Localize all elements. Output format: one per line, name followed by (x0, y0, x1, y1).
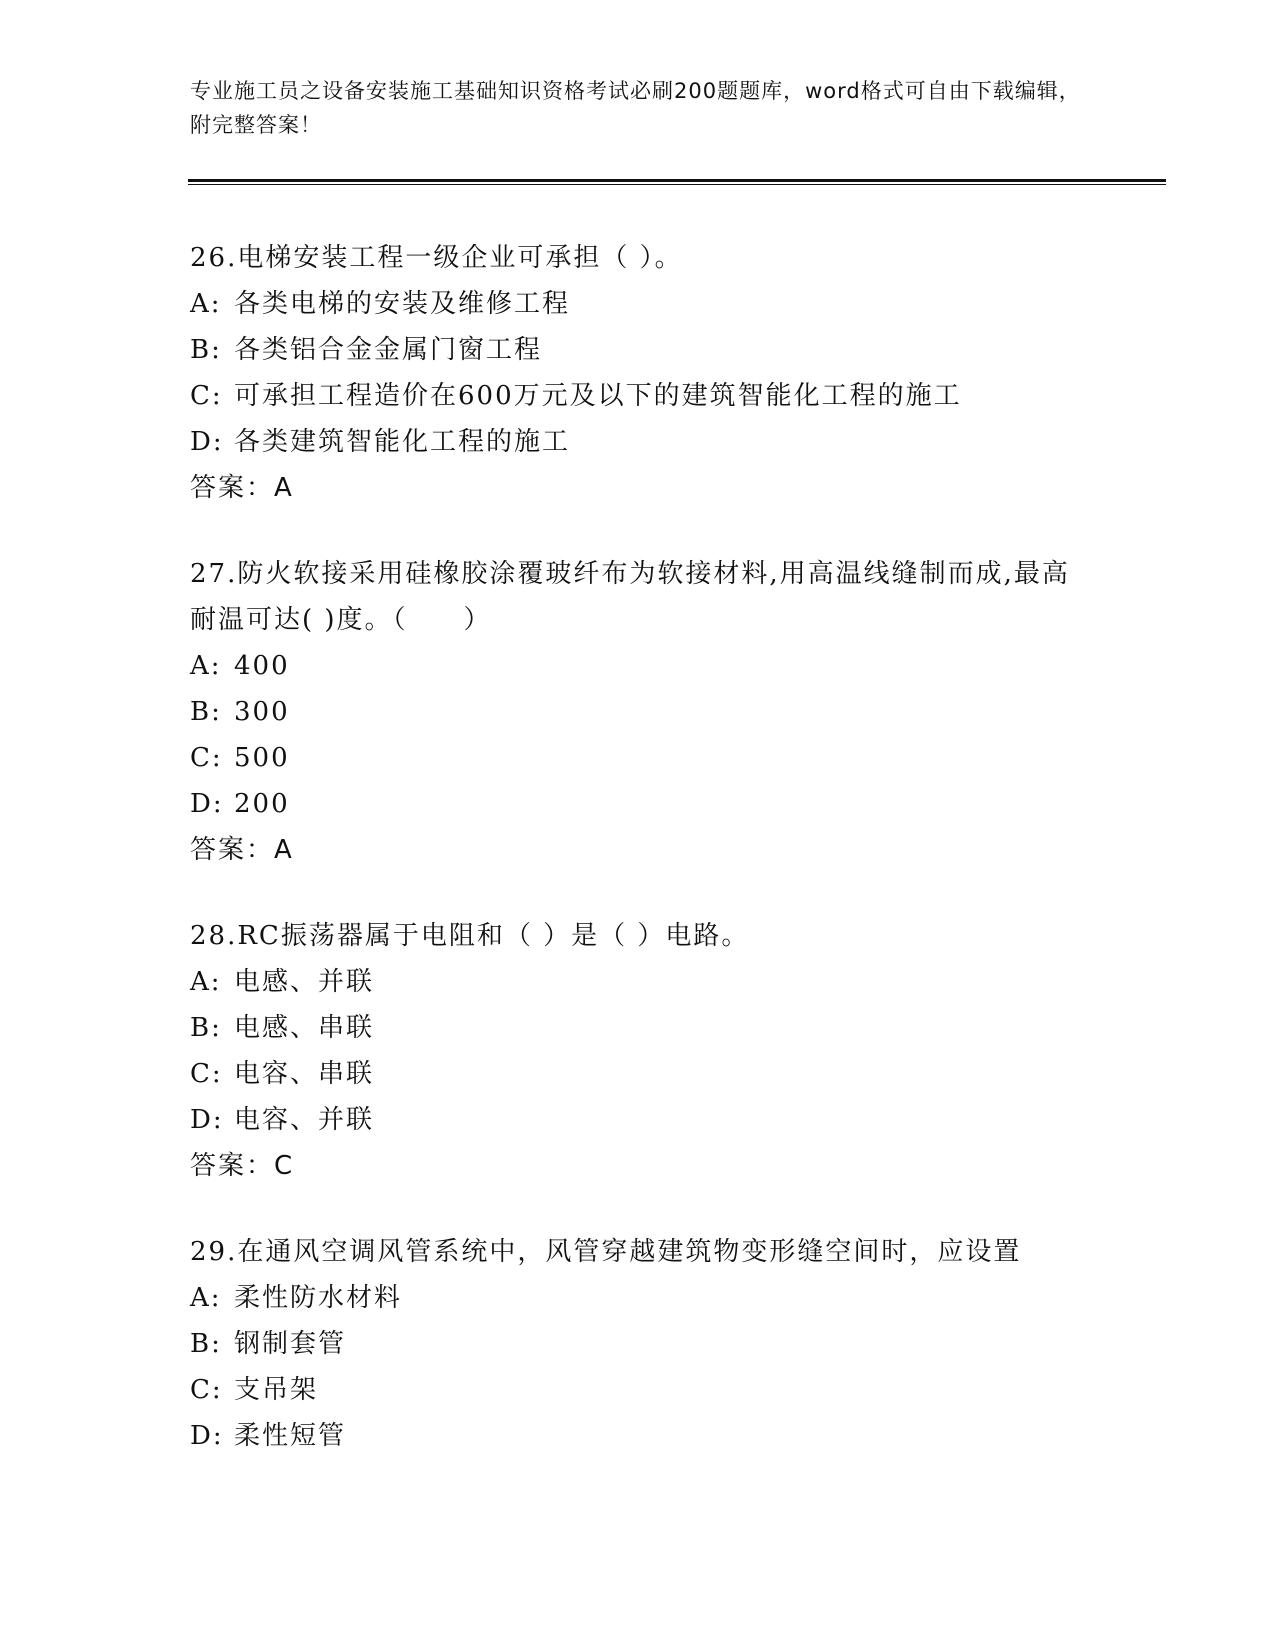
option-text: 200 (234, 789, 290, 819)
option-c (190, 1367, 1090, 1413)
option-text: 电容、并联 (234, 1105, 375, 1135)
option-letter: A: (190, 1283, 222, 1313)
option-letter: A: (190, 289, 222, 319)
option-text: 500 (234, 743, 290, 773)
option-text: 柔性防水材料 (234, 1283, 403, 1313)
question-stem: 27.防火软接采用硅橡胶涂覆玻纤布为软接材料,用高温线缝制而成,最高耐温可达( )度。（ ） (190, 559, 1070, 635)
option-letter: D: (190, 427, 224, 457)
option-text: 电容、串联 (234, 1059, 375, 1089)
answer-line: 答案：A (190, 473, 294, 503)
option-text: 支吊架 (234, 1375, 319, 1405)
option-text: 400 (234, 651, 290, 681)
option-b (190, 1321, 1090, 1367)
option-text: 各类建筑智能化工程的施工 (234, 427, 571, 457)
option-a (190, 643, 1090, 689)
answer-line: 答案：A (190, 835, 294, 865)
option-text: 各类电梯的安装及维修工程 (234, 289, 571, 319)
option-a (190, 1275, 1090, 1321)
option-c (190, 735, 1090, 781)
option-d (190, 781, 1090, 827)
option-b (190, 1005, 1090, 1051)
question-list (190, 235, 1090, 1499)
option-c (190, 373, 1090, 419)
option-d (190, 1413, 1090, 1459)
question-27 (190, 551, 1090, 873)
question-stem: 29.在通风空调风管系统中，风管穿越建筑物变形缝空间时，应设置 (190, 1237, 1022, 1267)
option-letter: A: (190, 967, 222, 997)
option-b (190, 327, 1090, 373)
option-a (190, 959, 1090, 1005)
option-letter: C: (190, 743, 223, 773)
option-d (190, 419, 1090, 465)
option-b (190, 689, 1090, 735)
option-letter: C: (190, 381, 223, 411)
option-text: 电感、串联 (234, 1013, 375, 1043)
document-header: 专业施工员之设备安装施工基础知识资格考试必刷200题题库，word格式可自由下载编辑，附完整答案！ (190, 79, 1081, 137)
option-text: 可承担工程造价在600万元及以下的建筑智能化工程的施工 (234, 381, 962, 411)
option-letter: B: (190, 697, 222, 727)
question-stem: 28.RC振荡器属于电阻和（ ）是（ ）电路。 (190, 921, 750, 951)
option-letter: D: (190, 1421, 224, 1451)
option-text: 柔性短管 (234, 1421, 347, 1451)
option-letter: B: (190, 1013, 222, 1043)
option-text: 300 (234, 697, 290, 727)
option-letter: B: (190, 335, 222, 365)
option-letter: D: (190, 1105, 224, 1135)
question-29 (190, 1229, 1090, 1459)
option-a (190, 281, 1090, 327)
option-text: 电感、并联 (234, 967, 375, 997)
question-26 (190, 235, 1090, 511)
option-d (190, 1097, 1090, 1143)
header-rule-thin (188, 184, 1166, 185)
option-letter: D: (190, 789, 224, 819)
question-stem: 26.电梯安装工程一级企业可承担（ ）。 (190, 243, 683, 273)
header-rule-thick (188, 179, 1166, 182)
option-letter: C: (190, 1059, 223, 1089)
answer-line: 答案：C (190, 1151, 295, 1181)
question-28 (190, 913, 1090, 1189)
option-text: 钢制套管 (234, 1329, 347, 1359)
option-letter: B: (190, 1329, 222, 1359)
option-letter: A: (190, 651, 222, 681)
option-letter: C: (190, 1375, 223, 1405)
option-text: 各类铝合金金属门窗工程 (234, 335, 543, 365)
option-c (190, 1051, 1090, 1097)
